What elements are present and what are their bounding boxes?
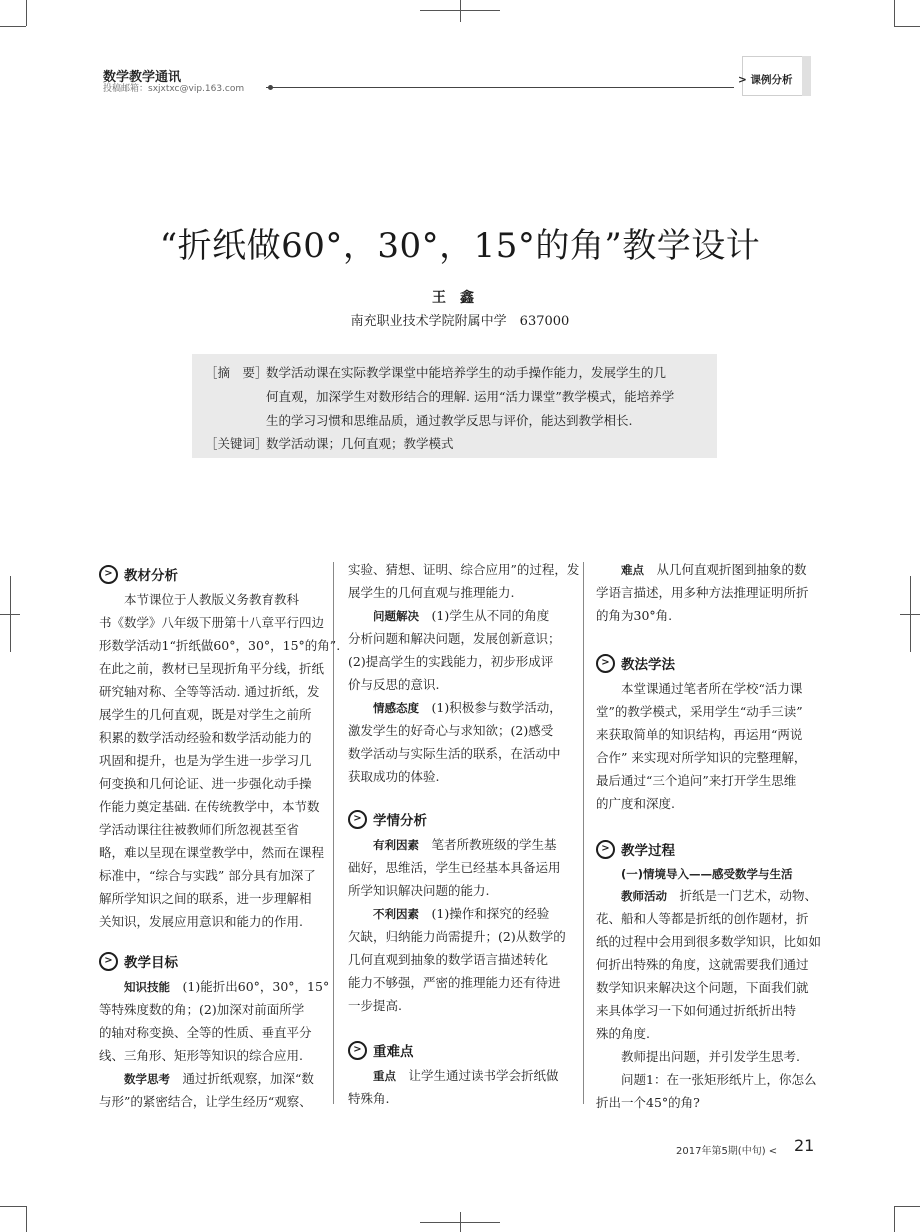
crop-mark [894, 26, 920, 27]
section-title: 重难点 [373, 1044, 414, 1060]
body-line: 作能力奠定基础. 在传统教学中，本节数 [99, 799, 320, 814]
body-line: 折出一个45°的角? [596, 1095, 700, 1110]
body-line: 略，难以呈现在课堂教学中，然而在课程 [99, 845, 325, 860]
body-line: 几何直观到抽象的数学语言描述转化 [348, 952, 549, 967]
body-line: 本堂课通过笔者所在学校“活力课 [596, 681, 803, 696]
author-name: 王鑫 [432, 290, 488, 306]
section-title: 学情分析 [373, 813, 427, 829]
body-line: 础好，思维活，学生已经基本具备运用 [348, 860, 561, 875]
inline-label: 不利因素 [373, 907, 420, 921]
body-line: 花、船和人等都是折纸的创作题材，折 [596, 911, 809, 926]
column-divider [583, 562, 584, 1104]
body-line [348, 835, 557, 855]
section-heading-goals [99, 950, 178, 972]
body-line: 巩固和提升，也是为学生进一步学习几 [99, 753, 312, 768]
body-line: 所学知识解决问题的能力. [348, 883, 490, 898]
body-line: 纸的过程中会用到很多数学知识，比如如 [596, 934, 822, 949]
inline-label: 知识技能 [124, 980, 171, 994]
abstract-line: 生的学习习惯和思维品质，通过教学反思与评价，能达到教学相长. [266, 413, 633, 428]
inline-label: 有利因素 [373, 838, 420, 852]
section-heading-process [596, 838, 675, 860]
body-line: 价与反思的意识. [348, 677, 440, 692]
body-line: 问题1：在一张矩形纸片上，你怎么 [596, 1072, 817, 1087]
abstract-line: 何直观，加深学生对数形结合的理解. 运用“活力课堂”教学模式，能培养学 [266, 389, 675, 404]
body-line: 在此之前，教材已呈现折角平分线，折纸 [99, 661, 325, 676]
body-line [348, 904, 549, 924]
body-line: 研究轴对称、全等等活动. 通过折纸，发 [99, 684, 320, 699]
author-affiliation: 南充职业技术学院附属中学 637000 [350, 314, 570, 329]
body-line: 关知识，发展应用意识和能力的作用. [99, 914, 303, 929]
section-bullet-icon: > [596, 654, 615, 673]
subsection-heading [596, 864, 793, 884]
crop-mark [420, 10, 500, 11]
crop-mark [894, 0, 895, 26]
body-line: 标准中，“综合与实践” 部分具有加深了 [99, 868, 316, 883]
body-line: 解所学知识之间的联系，进一步理解相 [99, 891, 312, 906]
subsection-title: (一)情境导入——感受数学与生活 [621, 867, 793, 881]
body-line: 堂”的教学模式，采用学生“动手三读” [596, 704, 803, 719]
crop-mark [26, 0, 27, 26]
issue-label: 2017年第5期(中旬) < [676, 1146, 778, 1157]
inline-label: 情感态度 [373, 701, 420, 715]
crop-mark [0, 26, 26, 27]
inline-label: 重点 [373, 1069, 397, 1083]
body-line: 特殊角. [348, 1091, 390, 1106]
section-heading-textbook [99, 563, 178, 585]
crop-mark [26, 1206, 27, 1232]
body-line: 的角为30°角. [596, 608, 673, 623]
header-rule-dot [268, 85, 273, 90]
body-line: 形数学活动1“折纸做60°，30°，15°的角”. [99, 638, 341, 653]
inline-text: 从几何直观折图到抽象的数 [656, 562, 807, 577]
body-line: 展学生的几何直观与推理能力. [348, 585, 515, 600]
crop-mark [894, 1206, 895, 1232]
body-line: 教师提出问题，并引发学生思考. [596, 1049, 800, 1064]
body-line [596, 560, 807, 580]
body-line: 的广度和深度. [596, 796, 675, 811]
section-bullet-icon: > [99, 952, 118, 971]
header-rule [266, 87, 734, 88]
body-line: 来获取简单的知识结构，再运用“两说 [596, 727, 803, 742]
body-line: 一步提高. [348, 998, 402, 1013]
body-line: 合作” 来实现对所学知识的完整理解， [596, 750, 807, 765]
crop-mark [894, 1206, 920, 1207]
inline-text: (1)学生从不同的角度 [431, 608, 550, 623]
body-line: 最后通过“三个追问”来打开学生思维 [596, 773, 797, 788]
body-line: 数学活动与实际生活的联系，在活动中 [348, 746, 561, 761]
submission-email: 投稿邮箱：sxjxtxc@vip.163.com [103, 84, 245, 94]
crop-mark [460, 0, 461, 22]
section-tag: > 课例分析 [738, 74, 793, 86]
body-line: 积累的数学活动经验和数学活动能力的 [99, 730, 312, 745]
body-line: 欠缺，归纳能力尚需提升；(2)从数学的 [348, 929, 566, 944]
body-line [348, 606, 549, 626]
section-title: 教材分析 [124, 568, 178, 584]
body-line: 与形”的紧密结合，让学生经历“观察、 [99, 1094, 312, 1109]
section-tag-shade [802, 56, 811, 96]
body-line: 殊的角度. [596, 1026, 650, 1041]
crop-mark [420, 1222, 500, 1223]
inline-label: 教师活动 [621, 889, 668, 903]
abstract-line: 数学活动课在实际教学课堂中能培养学生的动手操作能力，发展学生的几 [266, 365, 667, 380]
keywords-label: ［关键词］ [205, 436, 268, 451]
crop-mark [10, 576, 11, 652]
body-line [99, 977, 329, 997]
inline-text: 笔者所教班级的学生基 [431, 837, 557, 852]
body-line: 等特殊度数的角；(2)加深对前面所学 [99, 1002, 305, 1017]
body-line: 线、三角形、矩形等知识的综合应用. [99, 1048, 303, 1063]
article-title: “折纸做60°，30°，15°的角”教学设计 [159, 226, 761, 266]
body-line [348, 698, 562, 718]
body-line: 数学知识来解决这个问题，下面我们就 [596, 980, 809, 995]
body-line: 书《数学》八年级下册第十八章平行四边 [99, 615, 325, 630]
body-line: 何变换和几何论证、进一步强化动手操 [99, 776, 312, 791]
inline-text: (1)积极参与数学活动， [431, 700, 562, 715]
section-bullet-icon: > [596, 840, 615, 859]
section-heading-learners [348, 808, 427, 830]
abstract-label: ［摘 要］ [205, 365, 268, 380]
journal-name: 数学教学通讯 [103, 70, 182, 85]
section-bullet-icon: > [348, 1041, 367, 1060]
body-line: 学语言描述，用多种方法推理证明所折 [596, 585, 809, 600]
body-line: 学活动课往往被教师们所忽视甚至省 [99, 822, 300, 837]
page-number: 21 [794, 1136, 815, 1155]
crop-mark [0, 1206, 26, 1207]
keywords: 数学活动课；几何直观；教学模式 [266, 436, 454, 451]
section-heading-keypoints [348, 1039, 414, 1061]
body-line: 何折出特殊的角度，这就需要我们通过 [596, 957, 809, 972]
body-line: 来具体学习一下如何通过折纸折出特 [596, 1003, 797, 1018]
body-line: 分析问题和解决问题，发展创新意识； [348, 631, 561, 646]
inline-text: 让学生通过读书学会折纸做 [408, 1068, 559, 1083]
inline-text: 通过折纸观察，加深“数 [182, 1071, 314, 1086]
body-line: 本节课位于人教版义务教育教科 [99, 592, 300, 607]
body-line: 实验、猜想、证明、综合应用”的过程，发 [348, 562, 580, 577]
inline-text: (1)能折出60°，30°，15° [182, 979, 330, 994]
section-title: 教学过程 [621, 843, 675, 859]
body-line: 激发学生的好奇心与求知欲；(2)感受 [348, 723, 554, 738]
section-bullet-icon: > [99, 565, 118, 584]
inline-text: 折纸是一门艺术，动物、 [679, 888, 818, 903]
section-title: 教法学法 [621, 657, 675, 673]
section-heading-methods [596, 652, 675, 674]
body-line: 能力不够强，严密的推理能力还有待进 [348, 975, 561, 990]
inline-label: 难点 [621, 563, 645, 577]
body-line [99, 1069, 314, 1089]
body-line [348, 1066, 559, 1086]
body-line: 展学生的几何直观，既是对学生之前所 [99, 707, 312, 722]
body-line: (2)提高学生的实践能力，初步形成评 [348, 654, 554, 669]
body-line: 获取成功的体验. [348, 769, 440, 784]
inline-label: 问题解决 [373, 609, 420, 623]
section-title: 教学目标 [124, 955, 178, 971]
section-bullet-icon: > [348, 810, 367, 829]
body-line: 的轴对称变换、全等的性质、垂直平分 [99, 1025, 312, 1040]
crop-mark [910, 576, 911, 652]
inline-label: 数学思考 [124, 1072, 171, 1086]
inline-text: (1)操作和探究的经验 [431, 906, 550, 921]
body-line [596, 886, 817, 906]
